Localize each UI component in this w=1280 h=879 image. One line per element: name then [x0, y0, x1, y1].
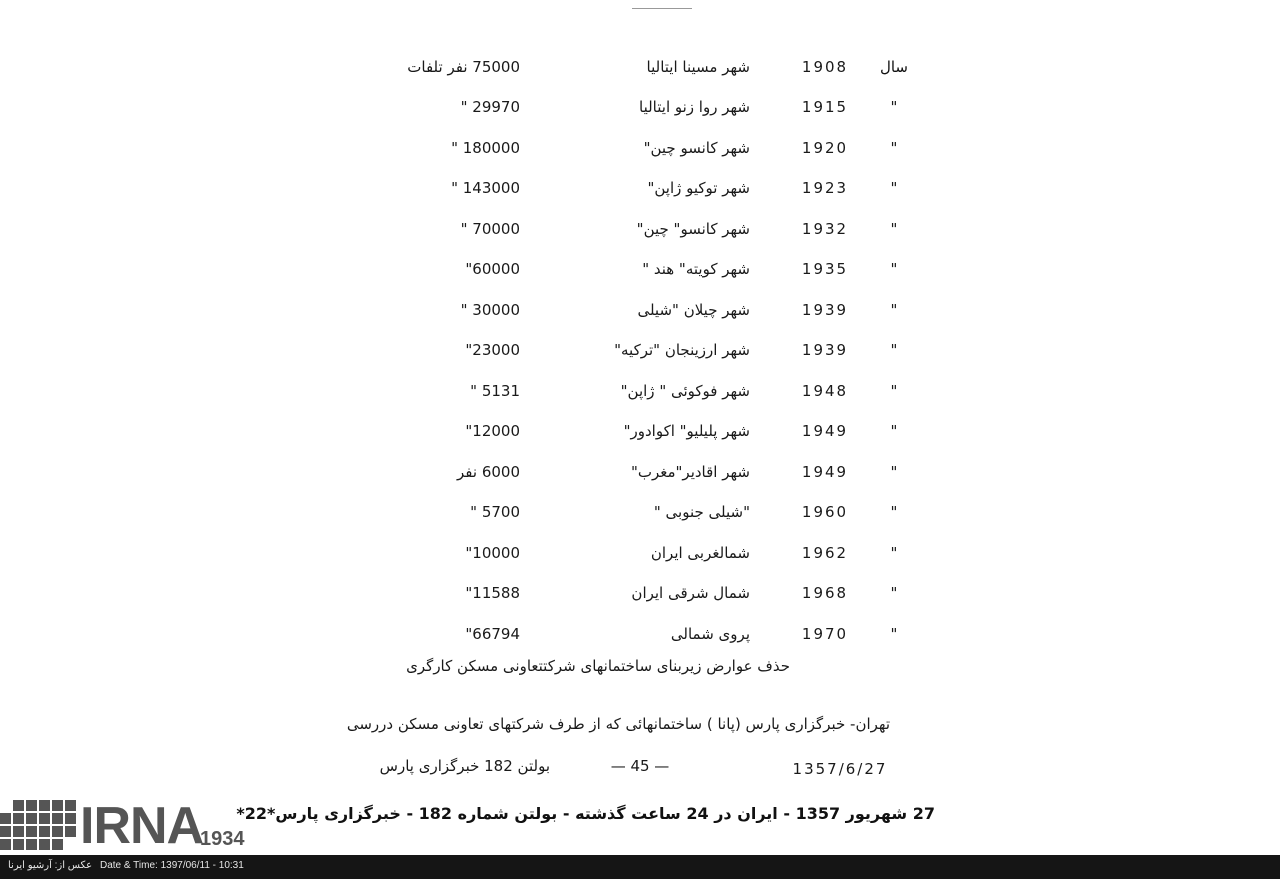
row-deaths: 5700 "	[470, 503, 520, 521]
row-year: 1970	[801, 624, 849, 643]
row-city: شهر کویته" هند "	[642, 260, 750, 278]
ditto-mark: "	[890, 219, 898, 238]
table-header-row	[0, 58, 1280, 98]
logo-square	[26, 839, 37, 850]
logo-square	[0, 839, 11, 850]
row-year: 1915	[801, 98, 849, 116]
row-deaths: 180000 "	[451, 138, 520, 157]
logo-square	[52, 826, 63, 837]
row-deaths: 29970 "	[460, 98, 520, 116]
row-city: شمال شرقی ایران	[631, 584, 750, 602]
row-year: 1962	[801, 543, 849, 562]
table-row	[0, 179, 1280, 219]
row-city: شهر کانسو" چین"	[636, 219, 750, 238]
note-line: حذف عوارض زیربنای ساختمانهای شرکتتعاونی مسکن کارگری	[406, 657, 790, 675]
header-city: شهر مسینا ایتالیا	[646, 58, 750, 76]
row-year: 1968	[801, 584, 849, 602]
ditto-mark: "	[890, 260, 898, 278]
irna-logo-word: IRNA	[80, 797, 204, 855]
logo-square	[65, 826, 76, 837]
header-year: 1908	[801, 58, 849, 76]
table-row	[0, 584, 1280, 624]
footer-bar	[0, 855, 1280, 879]
logo-square	[52, 839, 63, 850]
row-deaths: 70000 "	[460, 219, 520, 238]
ditto-mark: "	[890, 503, 898, 521]
header-deaths: 75000 نفر تلفات	[407, 58, 520, 76]
logo-square	[39, 839, 50, 850]
row-city: شمالغربی ایران	[650, 543, 750, 562]
row-city: شهر روا زنو ایتالیا	[639, 98, 750, 116]
row-city: پروی شمالی	[670, 624, 750, 643]
row-year: 1960	[801, 503, 849, 521]
table-row	[0, 463, 1280, 503]
ditto-mark: "	[890, 381, 898, 400]
row-year: 1935	[801, 260, 849, 278]
row-year: 1932	[801, 219, 849, 238]
row-year: 1939	[801, 300, 849, 319]
row-deaths: 5131 "	[470, 381, 520, 400]
row-year: 1949	[801, 462, 849, 481]
image-caption: 27 شهریور 1357 - ایران در 24 ساعت گذشته - بولتن شماره 182 - خبرگزاری پارس*22*	[236, 804, 935, 823]
photo-credit: عکس از: آرشیو ایرنا	[8, 860, 93, 871]
row-year: 1948	[801, 381, 849, 400]
ditto-mark: "	[890, 584, 898, 602]
table-row	[0, 301, 1280, 341]
ditto-mark: "	[890, 138, 898, 157]
ditto-mark: "	[890, 624, 898, 643]
row-year: 1939	[801, 341, 849, 359]
logo-square	[26, 826, 37, 837]
table-row	[0, 139, 1280, 179]
ditto-mark: "	[890, 300, 898, 319]
row-year: 1920	[801, 138, 849, 157]
row-city: شهر توکیو ژاپن"	[647, 179, 750, 197]
row-deaths: 11588"	[465, 584, 520, 602]
year-label: سال	[879, 58, 908, 76]
ditto-mark: "	[890, 462, 898, 481]
table-row	[0, 341, 1280, 381]
logo-square	[13, 826, 24, 837]
row-city: شهر فوکوئی " ژاپن"	[620, 381, 750, 400]
logo-square	[39, 826, 50, 837]
row-year: 1923	[801, 179, 849, 197]
table-row	[0, 544, 1280, 584]
bulletin-label: بولتن 182 خبرگزاری پارس	[379, 757, 550, 775]
table-row	[0, 98, 1280, 138]
row-deaths: 12000"	[465, 422, 520, 440]
row-city: شهر چیلان "شیلی	[637, 300, 750, 319]
document-date: 1357/6/27	[792, 760, 888, 778]
page-number: — 45 —	[610, 757, 670, 775]
row-city: شهر ارزینجان "ترکیه"	[614, 341, 750, 359]
top-edge-line	[632, 8, 692, 9]
row-city: "شیلی جنوبی "	[653, 503, 750, 521]
table-row	[0, 220, 1280, 260]
table-row	[0, 260, 1280, 300]
ditto-mark: "	[890, 341, 898, 359]
table-row	[0, 382, 1280, 422]
ditto-mark: "	[890, 543, 898, 562]
row-deaths: 30000 "	[460, 300, 520, 319]
row-deaths: 66794"	[465, 624, 520, 643]
row-year: 1949	[801, 422, 849, 440]
ditto-mark: "	[890, 179, 898, 197]
table-row	[0, 422, 1280, 462]
row-city: شهر پلیلیو" اکوادور"	[623, 422, 750, 440]
date-time: Date & Time: 1397/06/11 - 10:31	[100, 860, 244, 871]
row-deaths: 6000 نفر	[457, 462, 520, 481]
logo-square	[13, 839, 24, 850]
row-deaths: 143000 "	[451, 179, 520, 197]
row-city: شهر اقادیر"مغرب"	[630, 462, 750, 481]
ditto-mark: "	[890, 98, 898, 116]
ditto-mark: "	[890, 422, 898, 440]
table-row	[0, 503, 1280, 543]
row-city: شهر کانسو چین"	[643, 138, 750, 157]
news-line: تهران- خبرگزاری پارس (پانا ) ساختمانهائی که از طرف شرکتهای تعاونی مسکن دررسی	[346, 715, 890, 733]
irna-logo-year: 1934	[200, 828, 245, 850]
logo-square	[0, 826, 11, 837]
row-deaths: 60000"	[465, 260, 520, 278]
row-deaths: 23000"	[465, 341, 520, 359]
row-deaths: 10000"	[465, 543, 520, 562]
